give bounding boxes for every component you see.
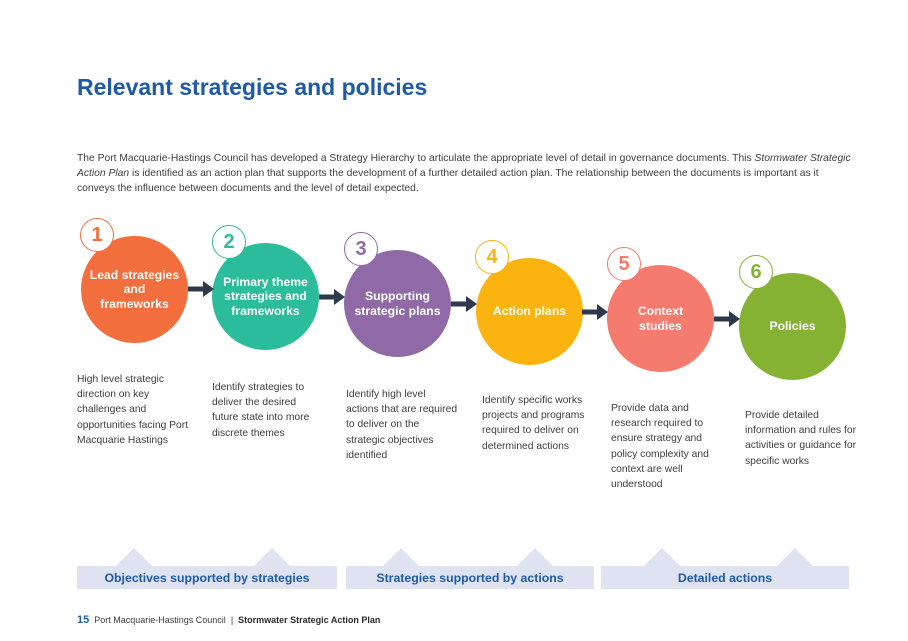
step-4-label: Action plans	[492, 304, 567, 319]
intro-text-end: is identified as an action plan that supports the development of a further detailed action plan. The relationship between the documents is important as it conveys the influence between documents and the level of detail expected.	[77, 168, 819, 194]
band-detailed-actions	[601, 566, 849, 589]
step-5-label: Context studies	[637, 304, 684, 333]
step-3-description: Identify high level actions that are required to deliver on the strategic objectives identified	[346, 389, 458, 461]
page-title: Relevant strategies and policies	[77, 74, 428, 100]
page-number: 15	[77, 614, 90, 626]
arrow-right-icon	[714, 311, 740, 327]
step-3-number-badge: 3	[344, 232, 378, 266]
arrow-right-icon	[188, 281, 214, 297]
band-objectives-label: Objectives supported by strategies	[104, 570, 310, 585]
arrow-right-icon	[319, 289, 345, 305]
band-pointer	[116, 548, 152, 566]
step-1-description: High level strategic direction on key challenges and opportunities facing Port Macquarie Hastings	[77, 374, 189, 446]
band-pointer	[517, 548, 553, 566]
arrow-right-icon	[451, 296, 477, 312]
arrow-right-icon	[582, 304, 608, 320]
footer-doc-title: Stormwater Strategic Action Plan	[238, 615, 381, 625]
band-pointer	[644, 548, 680, 566]
step-5-circle	[607, 265, 714, 372]
band-objectives	[77, 566, 337, 589]
step-2-label: Primary theme strategies and frameworks	[223, 274, 308, 318]
page-footer	[77, 614, 380, 626]
step-2-number-badge: 2	[212, 225, 246, 259]
step-4-number-badge: 4	[475, 240, 509, 274]
step-6-label: Policies	[769, 319, 816, 334]
step-3-circle	[344, 250, 451, 357]
band-strategies	[346, 566, 594, 589]
step-1-number-badge: 1	[80, 218, 114, 252]
band-detailed-actions-label: Detailed actions	[677, 570, 773, 585]
step-6-number-badge: 6	[739, 255, 773, 289]
intro-text-start: The Port Macquarie-Hastings Council has developed a Strategy Hierarchy to articulate the appropriate level of detail in governance documents. This	[77, 153, 755, 164]
step-4-circle	[476, 258, 583, 365]
intro-paragraph	[77, 151, 852, 196]
step-1-label: Lead strategies and frameworks	[89, 267, 180, 311]
band-pointer	[254, 548, 290, 566]
intro-plan-title: Stormwater Strategic Action Plan	[77, 153, 851, 179]
band-pointer	[777, 548, 813, 566]
step-5-description: Provide data and research required to ensure strategy and policy complexity and context are well understood	[611, 403, 709, 491]
footer-separator: |	[230, 615, 234, 625]
step-1-circle	[81, 236, 188, 343]
step-4-description: Identify specific works projects and programs required to deliver on determined actions	[482, 395, 585, 452]
band-strategies-label: Strategies supported by actions	[376, 570, 564, 585]
footer-org: Port Macquarie-Hastings Council	[94, 615, 226, 625]
step-2-circle	[212, 243, 319, 350]
step-6-circle	[739, 273, 846, 380]
step-3-label: Supporting strategic plans	[354, 289, 441, 318]
step-5-number-badge: 5	[607, 247, 641, 281]
band-pointer	[383, 548, 419, 566]
step-2-description: Identify strategies to deliver the desired future state into more discrete themes	[212, 382, 310, 439]
step-6-description: Provide detailed information and rules for activities or guidance for specific works	[745, 410, 857, 467]
